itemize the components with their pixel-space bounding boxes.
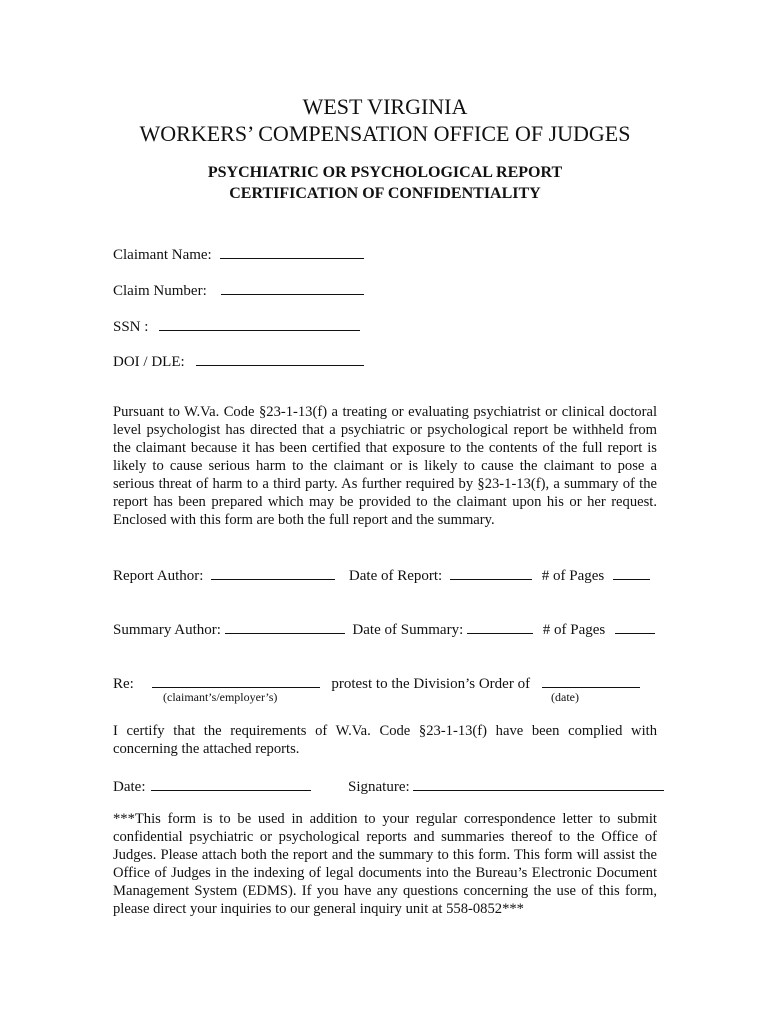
report-row (113, 564, 673, 586)
report-author-input[interactable] (211, 564, 335, 580)
order-date-input[interactable] (542, 672, 640, 688)
claimant-name-label: Claimant Name: (113, 247, 212, 263)
date-label: Date: (113, 779, 146, 795)
office-heading: WORKERS’ COMPENSATION OFFICE OF JUDGES (139, 121, 631, 146)
signature-row (113, 775, 673, 797)
date-of-report-label: Date of Report: (348, 568, 443, 584)
date-of-summary-input[interactable] (467, 618, 533, 634)
party-input[interactable] (152, 672, 320, 688)
doi-input[interactable] (196, 350, 364, 366)
party-caption: (claimant’s/employer’s) (163, 690, 278, 704)
certification-statement: I certify that the requirements of W.Va. Code §23-1-13(f) have been complied with concerning the attached reports. (113, 723, 657, 757)
ssn-label: SSN : (113, 319, 149, 335)
summary-pages-label: # of Pages (542, 622, 606, 638)
summary-pages-input[interactable] (615, 618, 655, 634)
signature-label: Signature: (347, 779, 410, 795)
claim-number-label: Claim Number: (113, 283, 207, 299)
report-pages-label: # of Pages (541, 568, 605, 584)
claimant-name-input[interactable] (220, 243, 364, 259)
claim-number-input[interactable] (221, 279, 364, 295)
re-label: Re: (113, 676, 134, 692)
footer-note: ***This form is to be used in addition to your regular correspondence letter to submit confidential psychiatric or psychological reports and summaries thereof to the Office of Judges. Please attach both the report and the summary to this form. This form will assist the Office of Judges in the indexing of legal documents into the Bureau’s Electronic Document Management System (EDMS). If you have any questions concerning the use of this form, please direct your inquiries to our general inquiry unit at 558-0852*** (113, 811, 657, 917)
claim-number-row (113, 279, 364, 301)
doi-label: DOI / DLE: (113, 354, 185, 370)
doi-row (113, 350, 364, 372)
ssn-row (113, 315, 360, 337)
date-of-report-input[interactable] (450, 564, 532, 580)
certification-title: CERTIFICATION OF CONFIDENTIALITY (229, 185, 541, 202)
protest-text: protest to the Division’s Order of (331, 676, 531, 692)
signature-input[interactable] (413, 775, 664, 791)
report-author-label: Report Author: (113, 568, 204, 584)
date-of-summary-label: Date of Summary: (352, 622, 464, 638)
date-caption: (date) (551, 690, 579, 704)
state-heading: WEST VIRGINIA (302, 94, 468, 119)
report-title: PSYCHIATRIC OR PSYCHOLOGICAL REPORT (207, 164, 563, 181)
statute-paragraph: Pursuant to W.Va. Code §23-1-13(f) a treating or evaluating psychiatrist or clinical doctoral level psychologist has directed that a psychiatric or psychological report be withheld from the claimant because it has been certified that exposure to the contents of the full report is likely to cause serious harm to the claimant or is likely to cause the claimant to pose a serious threat of harm to a third party. As further required by §23-1-13(f), a summary of the report has been prepared which may be provided to the claimant upon his or her request. Enclosed with this form are both the full report and the summary. (113, 404, 657, 528)
summary-author-label: Summary Author: (113, 622, 221, 638)
ssn-input[interactable] (159, 315, 360, 331)
report-pages-input[interactable] (613, 564, 650, 580)
summary-author-input[interactable] (225, 618, 345, 634)
date-input[interactable] (151, 775, 311, 791)
claimant-name-row (113, 243, 364, 265)
summary-row (113, 618, 673, 640)
